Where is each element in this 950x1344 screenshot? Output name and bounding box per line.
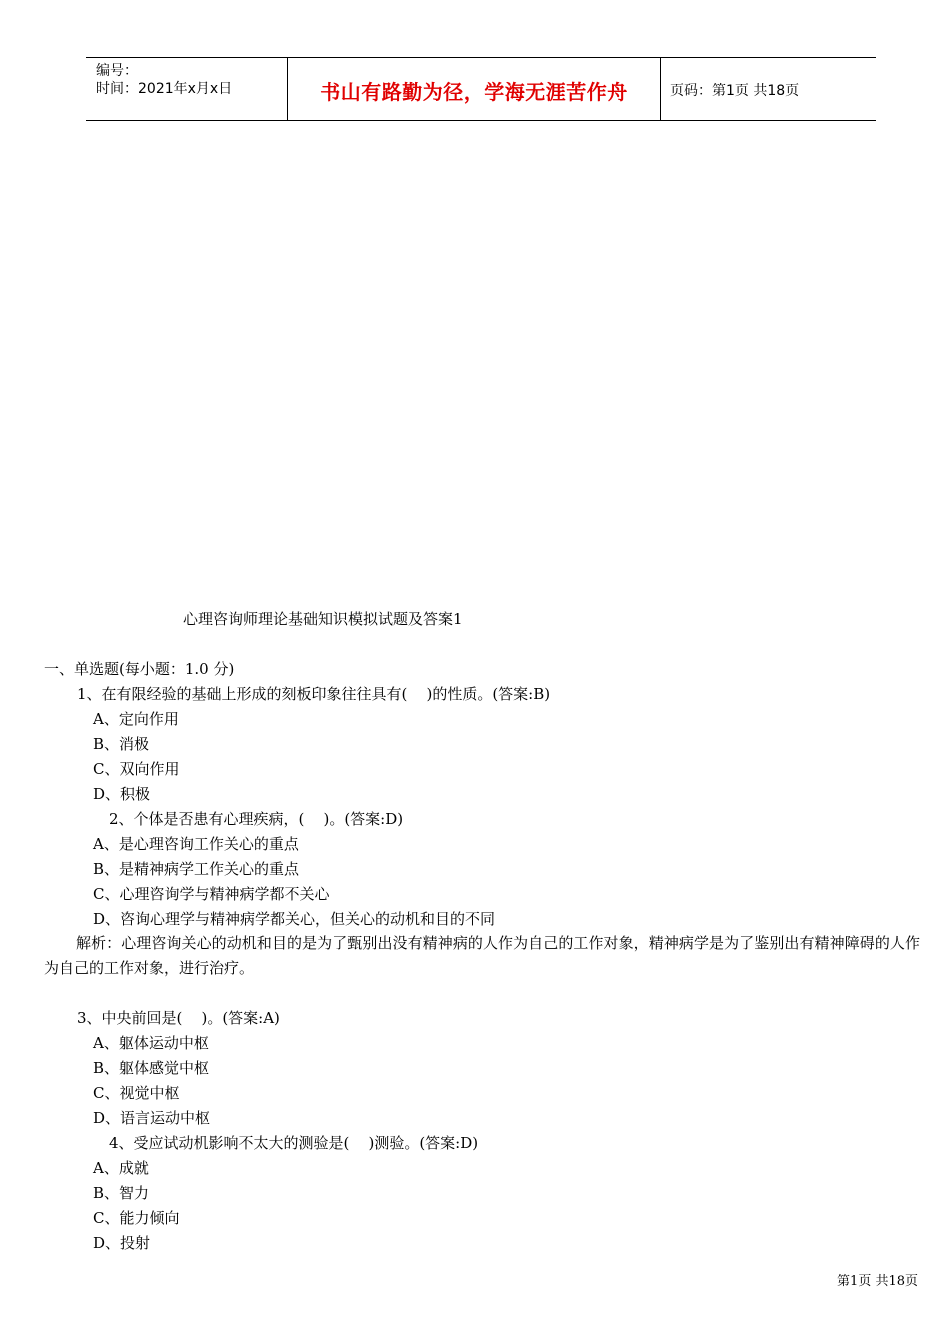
option: D、投射 — [93, 1234, 151, 1252]
option: A、定向作用 — [93, 710, 179, 728]
option: A、是心理咨询工作关心的重点 — [93, 835, 299, 853]
header-middle-cell — [288, 58, 661, 120]
document-title: 心理咨询师理论基础知识模拟试题及答案1 — [183, 610, 463, 628]
page-footer: 第1页 共18页 — [837, 1274, 918, 1289]
option: B、躯体感觉中枢 — [93, 1059, 210, 1077]
option: A、躯体运动中枢 — [93, 1034, 209, 1052]
page-header — [86, 57, 876, 121]
header-right-cell — [661, 58, 876, 120]
option: C、能力倾向 — [93, 1209, 180, 1227]
question-3: 3、中央前回是( )。(答案:A) — [77, 1009, 280, 1027]
question-4: 4、受应试动机影响不太大的测验是( )测验。(答案:D) — [109, 1134, 479, 1152]
option: B、智力 — [93, 1184, 150, 1202]
motto: 书山有路勤为径，学海无涯苦作舟 — [320, 80, 628, 104]
section-heading: 一、单选题(每小题：1.0 分) — [44, 660, 235, 678]
option: D、咨询心理学与精神病学都关心，但关心的动机和目的不同 — [93, 910, 496, 928]
question-1: 1、在有限经验的基础上形成的刻板印象往往具有( )的性质。(答案:B) — [77, 685, 551, 703]
option: C、心理咨询学与精神病学都不关心 — [93, 885, 330, 903]
option: D、积极 — [93, 785, 151, 803]
option: B、消极 — [93, 735, 150, 753]
page-info: 页码：第1页 共18页 — [670, 83, 800, 99]
option: C、视觉中枢 — [93, 1084, 180, 1102]
time-label: 时间：2021年x月x日 — [96, 81, 233, 97]
option: A、成就 — [93, 1159, 149, 1177]
analysis-paragraph: 解析：心理咨询关心的动机和目的是为了甄别出没有精神病的人作为自己的工作对象，精神病学是为了鉴别出有精神障碍的人作为自己的工作对象，进行治疗。 — [44, 934, 920, 977]
number-label: 编号： — [96, 63, 138, 79]
option: B、是精神病学工作关心的重点 — [93, 860, 300, 878]
question-2: 2、个体是否患有心理疾病，( )。(答案:D) — [109, 810, 404, 828]
option: D、语言运动中枢 — [93, 1109, 211, 1127]
header-left-cell — [86, 58, 288, 120]
option: C、双向作用 — [93, 760, 180, 778]
